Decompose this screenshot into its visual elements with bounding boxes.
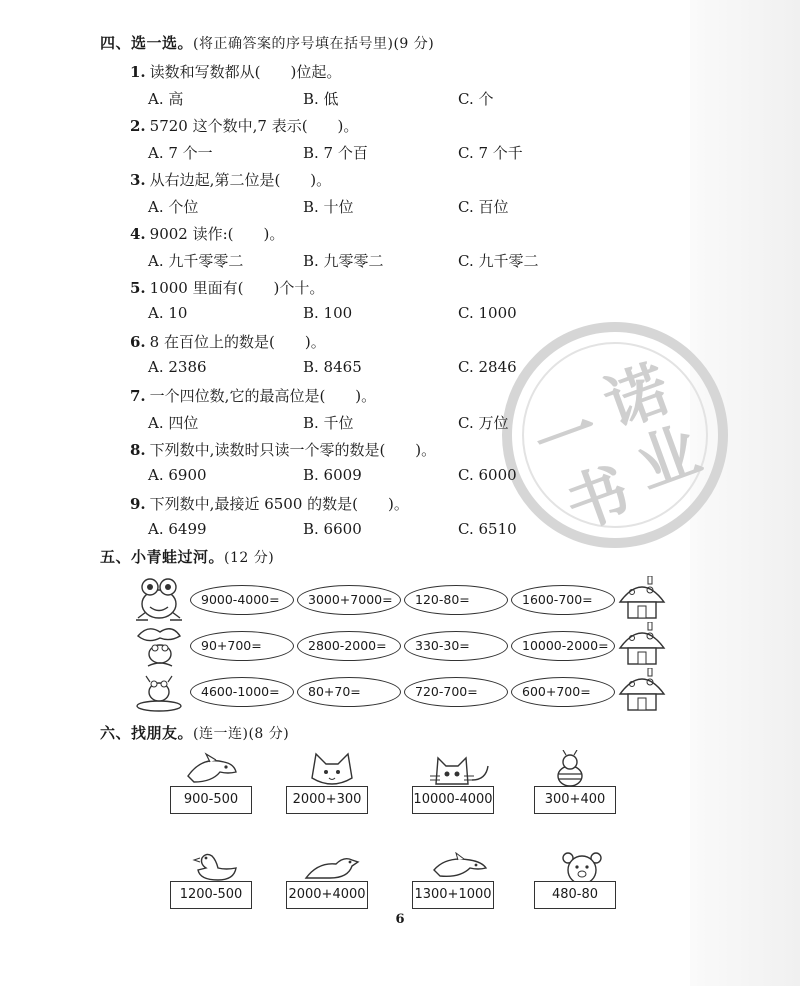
question-text: 5720 这个数中,7 表示( )。	[149, 117, 359, 135]
question-text: 9002 读作:( )。	[149, 225, 285, 243]
question-text: 从右边起,第二位是( )。	[149, 171, 332, 189]
match-card[interactable]: 1300+1000	[412, 881, 494, 909]
publisher-stamp	[500, 320, 730, 550]
question-stem	[130, 277, 324, 298]
river-stone-equation[interactable]: 80+70=	[297, 677, 401, 707]
option-c: C. 2846	[458, 358, 517, 376]
option-a: A. 高	[148, 90, 184, 108]
cat-icon	[428, 750, 494, 790]
match-card[interactable]: 2000+4000	[286, 881, 368, 909]
river-stone-equation[interactable]: 330-30=	[404, 631, 508, 661]
option-b: B. 8465	[303, 358, 362, 376]
river-stone-equation[interactable]: 10000-2000=	[511, 631, 615, 661]
bee-icon	[550, 750, 590, 788]
section-4-note: (将正确答案的序号填在括号里)(9 分)	[193, 36, 435, 52]
mushroom-house-icon	[618, 622, 666, 666]
option-c: C. 6000	[458, 466, 517, 484]
river-stone-equation[interactable]: 9000-4000=	[190, 585, 294, 615]
question-stem	[130, 169, 331, 190]
question-number: 3.	[130, 171, 146, 189]
option-a: A. 6900	[148, 466, 207, 484]
mushroom-house-icon	[618, 576, 666, 620]
option-a: A. 6499	[148, 520, 207, 538]
stamp-char-2: 诺	[595, 351, 679, 442]
river-stone-equation[interactable]: 1600-700=	[511, 585, 615, 615]
match-card[interactable]: 10000-4000	[412, 786, 494, 814]
question-number: 7.	[130, 387, 146, 405]
question-stem	[130, 439, 436, 460]
question-number: 1.	[130, 63, 146, 81]
fox-icon	[302, 748, 362, 788]
question-stem	[130, 115, 358, 136]
question-number: 5.	[130, 279, 146, 297]
option-c: C. 九千零二	[458, 252, 539, 270]
option-b: B. 6600	[303, 520, 362, 538]
question-stem	[130, 61, 341, 82]
section-6-title	[100, 722, 289, 743]
section-5-heading: 五、小青蛙过河。	[100, 548, 225, 566]
duck-icon	[192, 848, 242, 882]
dolphin-icon	[430, 852, 490, 882]
option-b: B. 7 个百	[303, 144, 368, 162]
mushroom-house-icon	[618, 668, 666, 712]
option-b: B. 十位	[303, 198, 354, 216]
option-c: C. 万位	[458, 414, 509, 432]
option-b: B. 100	[303, 304, 353, 322]
question-number: 8.	[130, 441, 146, 459]
river-stone-equation[interactable]: 4600-1000=	[190, 677, 294, 707]
section-6-heading: 六、找朋友。	[100, 724, 194, 742]
option-b: B. 九零零二	[303, 252, 384, 270]
stamp-char-1: 一	[525, 392, 609, 483]
frog-icon	[132, 574, 186, 624]
option-a: A. 九千零零二	[148, 252, 244, 270]
match-card[interactable]: 300+400	[534, 786, 616, 814]
page-number: 6	[395, 912, 405, 927]
option-b: B. 千位	[303, 414, 354, 432]
question-text: 一个四位数,它的最高位是( )。	[149, 387, 377, 405]
option-c: C. 7 个千	[458, 144, 523, 162]
match-card[interactable]: 480-80	[534, 881, 616, 909]
match-card[interactable]: 1200-500	[170, 881, 252, 909]
match-card[interactable]: 2000+300	[286, 786, 368, 814]
option-a: A. 2386	[148, 358, 207, 376]
river-stone-equation[interactable]: 120-80=	[404, 585, 508, 615]
stamp-char-4: 业	[626, 412, 710, 503]
option-b: B. 6009	[303, 466, 362, 484]
river-stone-equation[interactable]: 720-700=	[404, 677, 508, 707]
option-b: B. 低	[303, 90, 339, 108]
option-a: A. 个位	[148, 198, 199, 216]
option-c: C. 个	[458, 90, 494, 108]
option-c: C. 6510	[458, 520, 517, 538]
frog-on-lotus-icon	[134, 622, 184, 670]
river-stone-equation[interactable]: 600+700=	[511, 677, 615, 707]
section-5-title	[100, 546, 274, 567]
section-4-title	[100, 32, 434, 53]
section-4-heading: 四、选一选。	[100, 34, 194, 52]
bird-icon	[302, 852, 360, 882]
question-text: 1000 里面有( )个十。	[149, 279, 325, 297]
question-number: 2.	[130, 117, 146, 135]
match-card[interactable]: 900-500	[170, 786, 252, 814]
option-a: A. 四位	[148, 414, 199, 432]
stamp-char-3: 书	[555, 453, 640, 544]
frog-on-leaf-icon	[134, 670, 184, 712]
question-number: 4.	[130, 225, 146, 243]
question-text: 下列数中,最接近 6500 的数是( )。	[149, 495, 409, 513]
question-text: 8 在百位上的数是( )。	[149, 333, 326, 351]
option-c: C. 百位	[458, 198, 509, 216]
river-stone-equation[interactable]: 90+700=	[190, 631, 294, 661]
option-a: A. 10	[148, 304, 188, 322]
question-stem	[130, 331, 326, 352]
dolphin-icon	[184, 752, 240, 788]
section-5-note: (12 分)	[224, 550, 275, 566]
option-a: A. 7 个一	[148, 144, 213, 162]
question-number: 9.	[130, 495, 146, 513]
question-stem	[130, 493, 409, 514]
question-text: 下列数中,读数时只读一个零的数是( )。	[149, 441, 437, 459]
river-stone-equation[interactable]: 3000+7000=	[297, 585, 401, 615]
option-c: C. 1000	[458, 304, 517, 322]
question-text: 读数和写数都从( )位起。	[149, 63, 342, 81]
section-6-note: (连一连)(8 分)	[193, 726, 290, 742]
question-stem	[130, 223, 284, 244]
question-number: 6.	[130, 333, 146, 351]
question-stem	[130, 385, 376, 406]
river-stone-equation[interactable]: 2800-2000=	[297, 631, 401, 661]
